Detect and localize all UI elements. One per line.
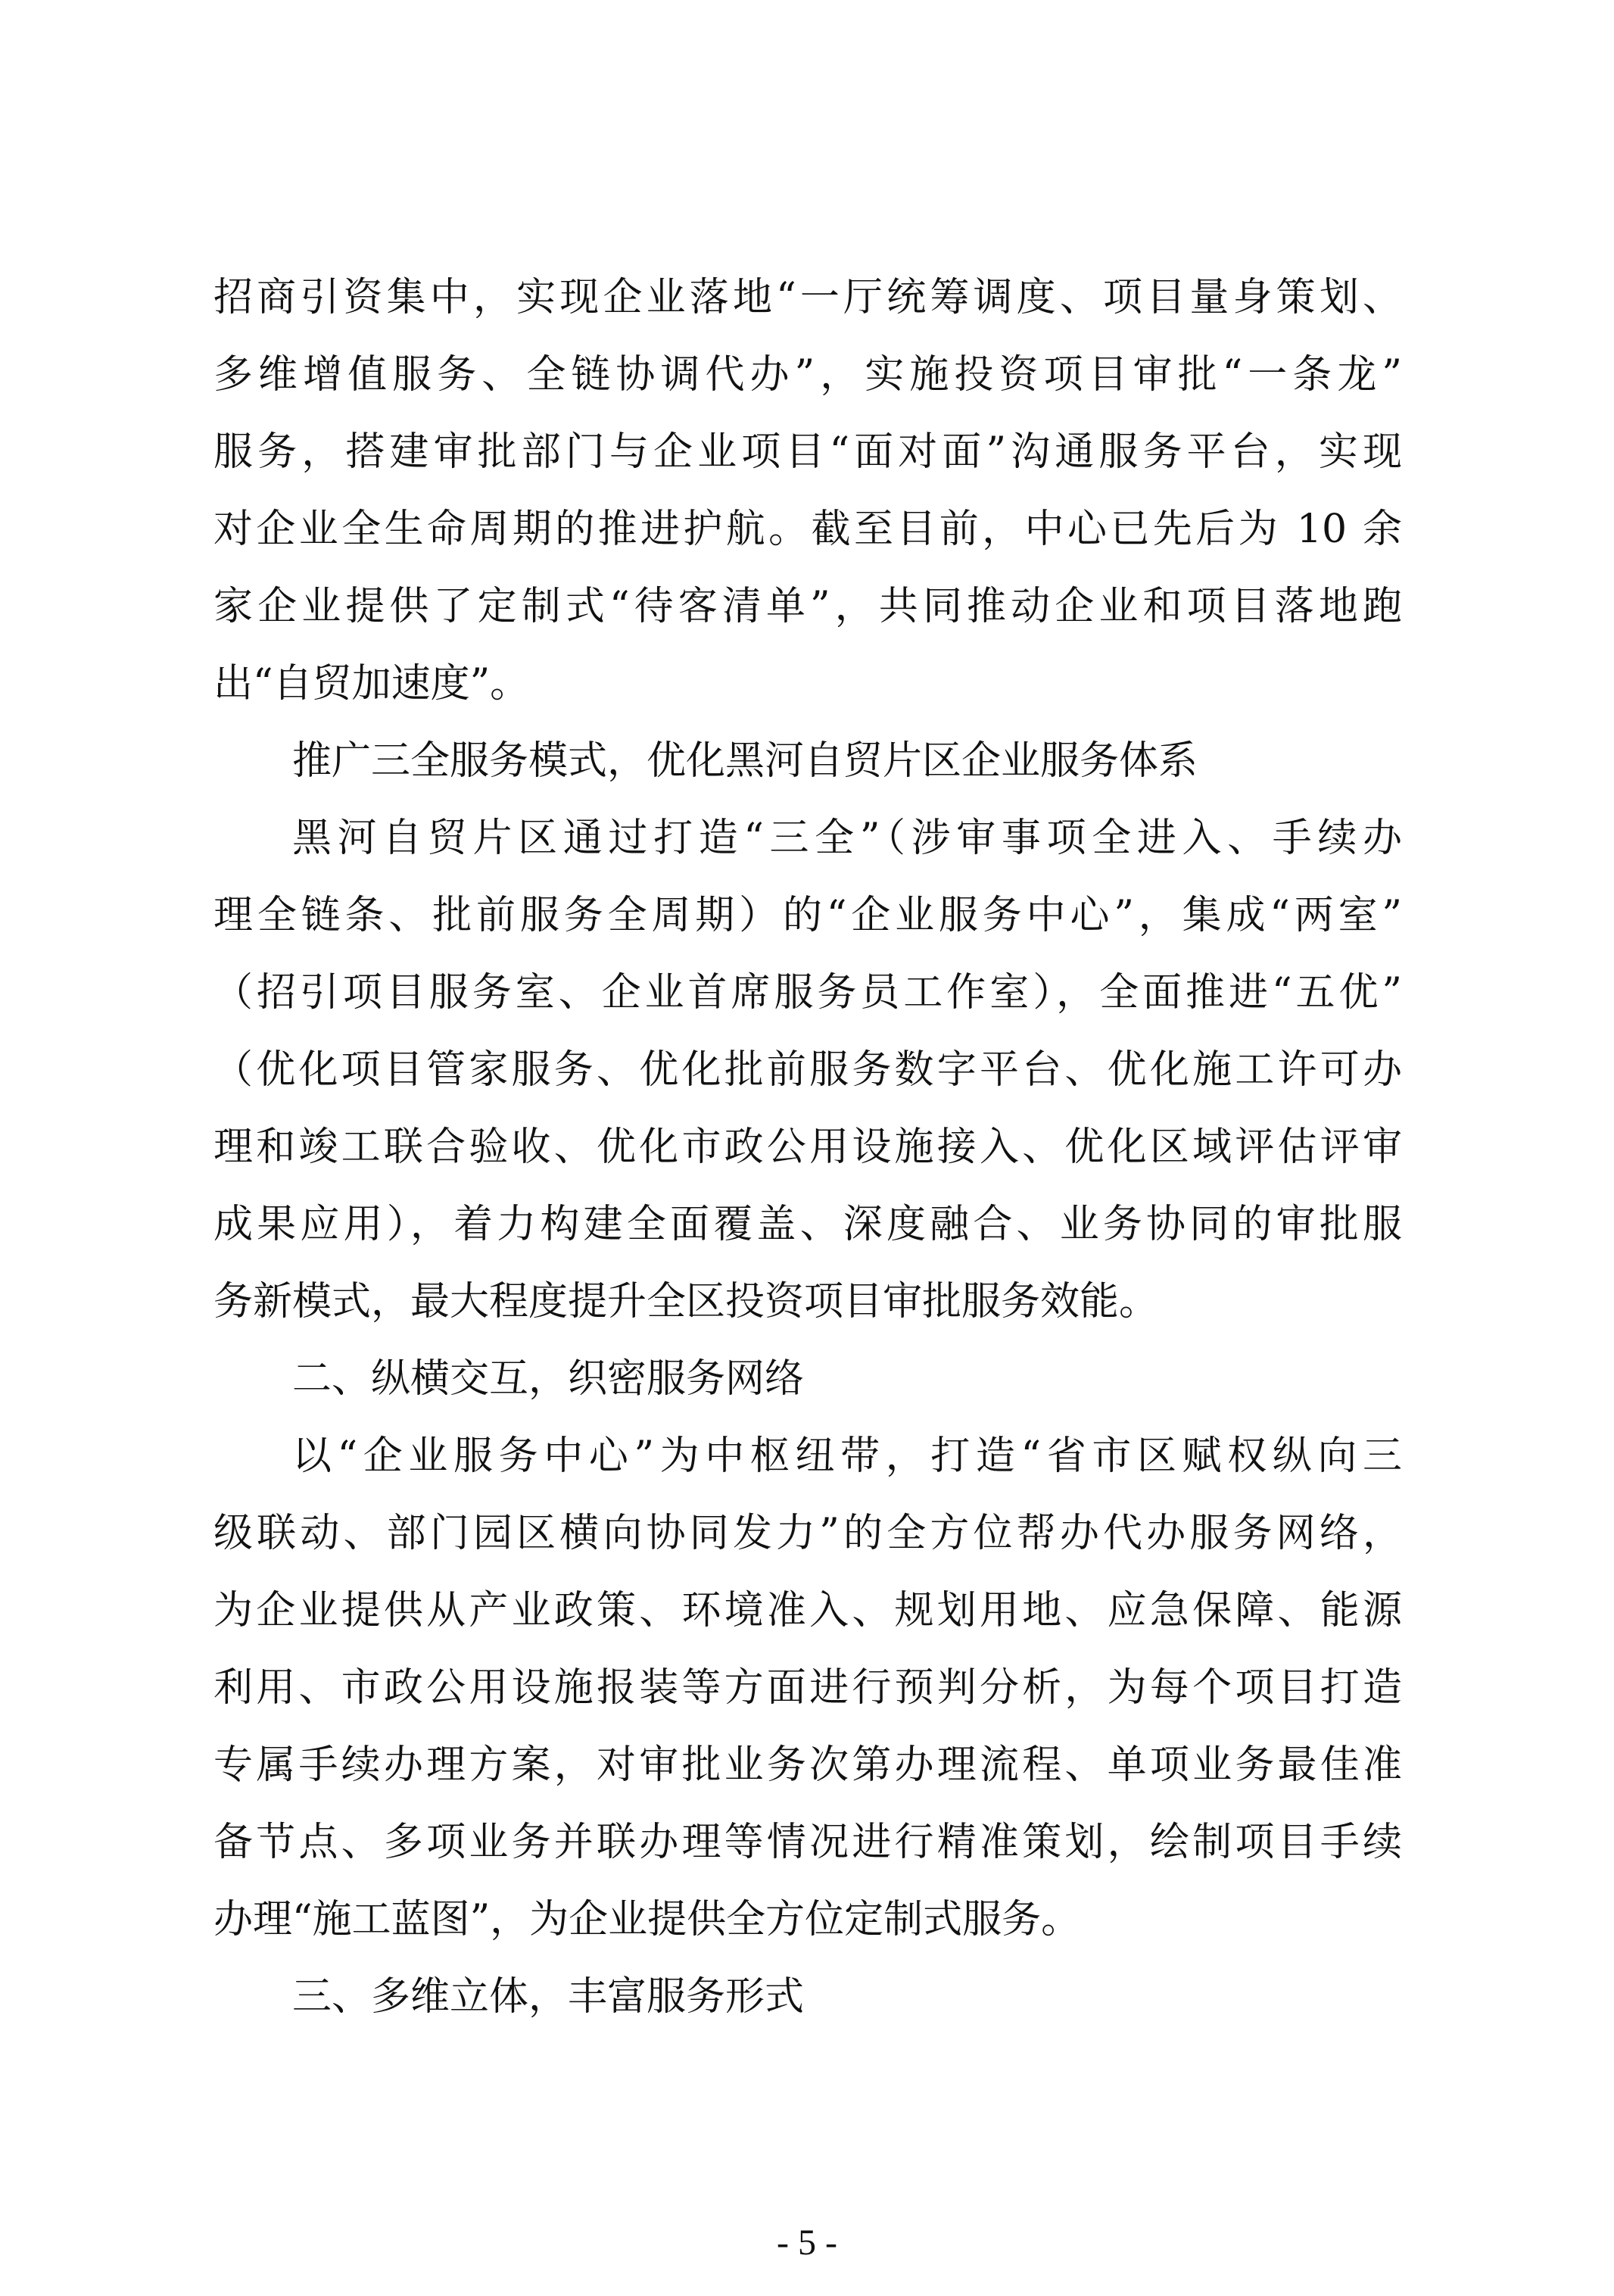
body-line: （招引项目服务室、企业首席服务员工作室），全面推进“五优” (213, 970, 1402, 1015)
paragraph-first-line: 黑河自贸片区通过打造“三全”（涉审事项全进入、手续办 (292, 816, 1402, 861)
body-line: 多维增值服务、全链协调代办”，实施投资项目审批“一条龙” (213, 352, 1402, 398)
body-line: 成果应用），着力构建全面覆盖、深度融合、业务协同的审批服 (213, 1202, 1402, 1247)
section-heading: 三、多维立体，丰富服务形式 (292, 1974, 805, 2020)
body-line: 为企业提供从产业政策、环境准入、规划用地、应急保障、能源 (213, 1588, 1402, 1633)
body-line: 办理“施工蓝图”，为企业提供全方位定制式服务。 (213, 1897, 1081, 1942)
body-line: 理和竣工联合验收、优化市政公用设施接入、优化区域评估评审 (213, 1125, 1402, 1170)
body-line: （优化项目管家服务、优化批前服务数字平台、优化施工许可办 (213, 1047, 1402, 1093)
body-line: 出“自贸加速度”。 (213, 661, 530, 707)
body-line: 务新模式，最大程度提升全区投资项目审批服务效能。 (213, 1279, 1159, 1324)
section-heading: 二、纵横交互，织密服务网络 (292, 1356, 805, 1402)
body-line: 利用、市政公用设施报装等方面进行预判分析，为每个项目打造 (213, 1665, 1402, 1711)
body-line: 家企业提供了定制式“待客清单”，共同推动企业和项目落地跑 (213, 584, 1402, 629)
body-line: 专属手续办理方案，对审批业务次第办理流程、单项业务最佳准 (213, 1742, 1402, 1788)
body-line: 对企业全生命周期的推进护航。截至目前，中心已先后为 10 余 (213, 507, 1402, 552)
body-line: 级联动、部门园区横向协同发力”的全方位帮办代办服务网络， (213, 1511, 1402, 1556)
section-heading: 推广三全服务模式，优化黑河自贸片区企业服务体系 (292, 738, 1198, 784)
body-line: 理全链条、批前服务全周期）的“企业服务中心”，集成“两室” (213, 893, 1402, 938)
body-line: 备节点、多项业务并联办理等情况进行精准策划，绘制项目手续 (213, 1820, 1402, 1865)
page-number: - 5 - (777, 2223, 837, 2263)
body-line: 服务，搭建审批部门与企业项目“面对面”沟通服务平台，实现 (213, 429, 1402, 475)
paragraph-first-line: 以“企业服务中心”为中枢纽带，打造“省市区赋权纵向三 (292, 1433, 1402, 1479)
body-line: 招商引资集中，实现企业落地“一厅统筹调度、项目量身策划、 (213, 275, 1402, 320)
